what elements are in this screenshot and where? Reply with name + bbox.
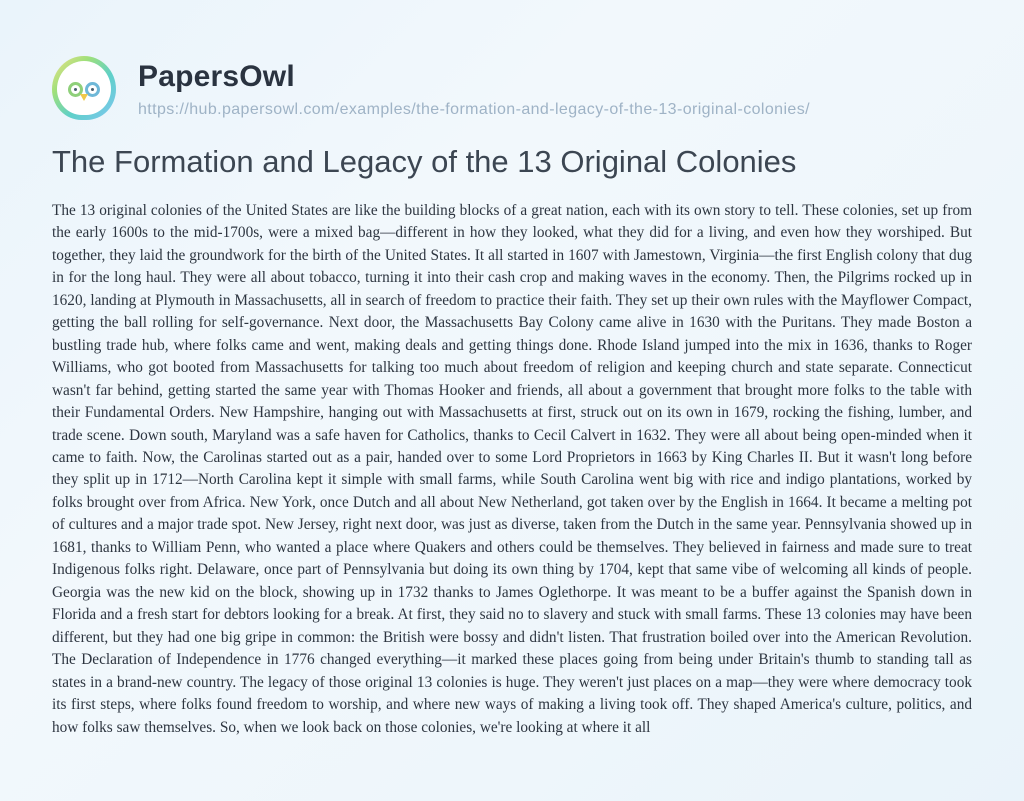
owl-tuft-left — [69, 68, 81, 77]
document-body-text: The 13 original colonies of the United States are like the building blocks of a great nation, each with its own story to tell. These colonies, set up from the early 1600s to the mid-1700s, were a mixed bag—different in how they looked, what they did for a living, and even how they worshiped. But together, they laid the groundwork for the birth of the United States. It all started in 1607 with Jamestown, Virginia—the first English colony that dug in for the long haul. They were all about tobacco, turning it into their cash crop and making waves in the economy. Then, the Pilgrims rocked up in 1620, landing at Plymouth in Massachusetts, all in search of freedom to practice their faith. They set up their own rules with the Mayflower Compact, getting the ball rolling for self-governance. Next door, the Massachusetts Bay Colony came alive in 1630 with the Puritans. They made Boston a bustling trade hub, where folks came and went, making deals and getting things done. Rhode Island jumped into the mix in 1636, thanks to Roger Williams, who got booted from Massachusetts for talking too much about freedom of religion and keeping church and state separate. Connecticut wasn't far behind, getting started the same year with Thomas Hooker and friends, all about a government that brought more folks to the table with their Fundamental Orders. New Hampshire, hanging out with Massachusetts at first, struck out on its own in 1679, rocking the fishing, lumber, and trade scene. Down south, Maryland was a safe haven for Catholics, thanks to Cecil Calvert in 1632. They were all about being open-minded when it came to faith. Now, the Carolinas started out as a pair, handed over to some Lord Proprietors in 1663 by King Charles II. But it wasn't long before they split up in 1712—North Carolina kept it simple with small farms, while South Carolina went big with rice and indigo plantations, worked by folks brought over from Africa. New York, once Dutch and all about New Netherland, got taken over by the English in 1664. It became a melting pot of cultures and a major trade spot. New Jersey, right next door, was just as diverse, taken from the Dutch in the same year. Pennsylvania showed up in 1681, thanks to William Penn, who wanted a place where Quakers and others could be themselves. They believed in fairness and made sure to treat Indigenous folks right. Delaware, once part of Pennsylvania but doing its own thing by 1704, kept that same vibe of welcoming all kinds of people. Georgia was the new kid on the block, showing up in 1732 thanks to James Oglethorpe. It was meant to be a buffer against the Spanish down in Florida and a fresh start for debtors looking for a break. At first, they said no to slavery and stuck with small farms. These 13 colonies may have been different, but they had one big gripe in common: the British were bossy and didn't listen. That frustration boiled over into the American Revolution. The Declaration of Independence in 1776 changed everything—it marked these places going from being under Britain's thumb to standing tall as states in a brand-new country. The legacy of those original 13 colonies is huge. They weren't just places on a map—they were where democracy took its first steps, where folks found freedom to worship, and where new ways of making a living took off. They shaped America's culture, politics, and how folks saw themselves. So, when we look back on those colonies, we're looking at where it all — [52, 201, 972, 736]
owl-pupil-left — [74, 88, 77, 91]
owl-pupil-right — [91, 88, 94, 91]
site-header — [0, 0, 1024, 120]
brand-name: PapersOwl — [138, 60, 295, 93]
owl-logo-face — [57, 61, 111, 115]
page-title: The Formation and Legacy of the 13 Original Colonies — [52, 144, 797, 179]
owl-tuft-right — [87, 68, 99, 77]
document-content — [0, 120, 1024, 739]
owl-tufts — [71, 68, 97, 77]
owl-logo-icon — [52, 56, 116, 120]
page-url[interactable]: https://hub.papersowl.com/examples/the-formation-and-legacy-of-the-13-original-colonies/ — [138, 101, 810, 118]
owl-beak — [80, 94, 88, 101]
brand-block — [138, 52, 810, 119]
